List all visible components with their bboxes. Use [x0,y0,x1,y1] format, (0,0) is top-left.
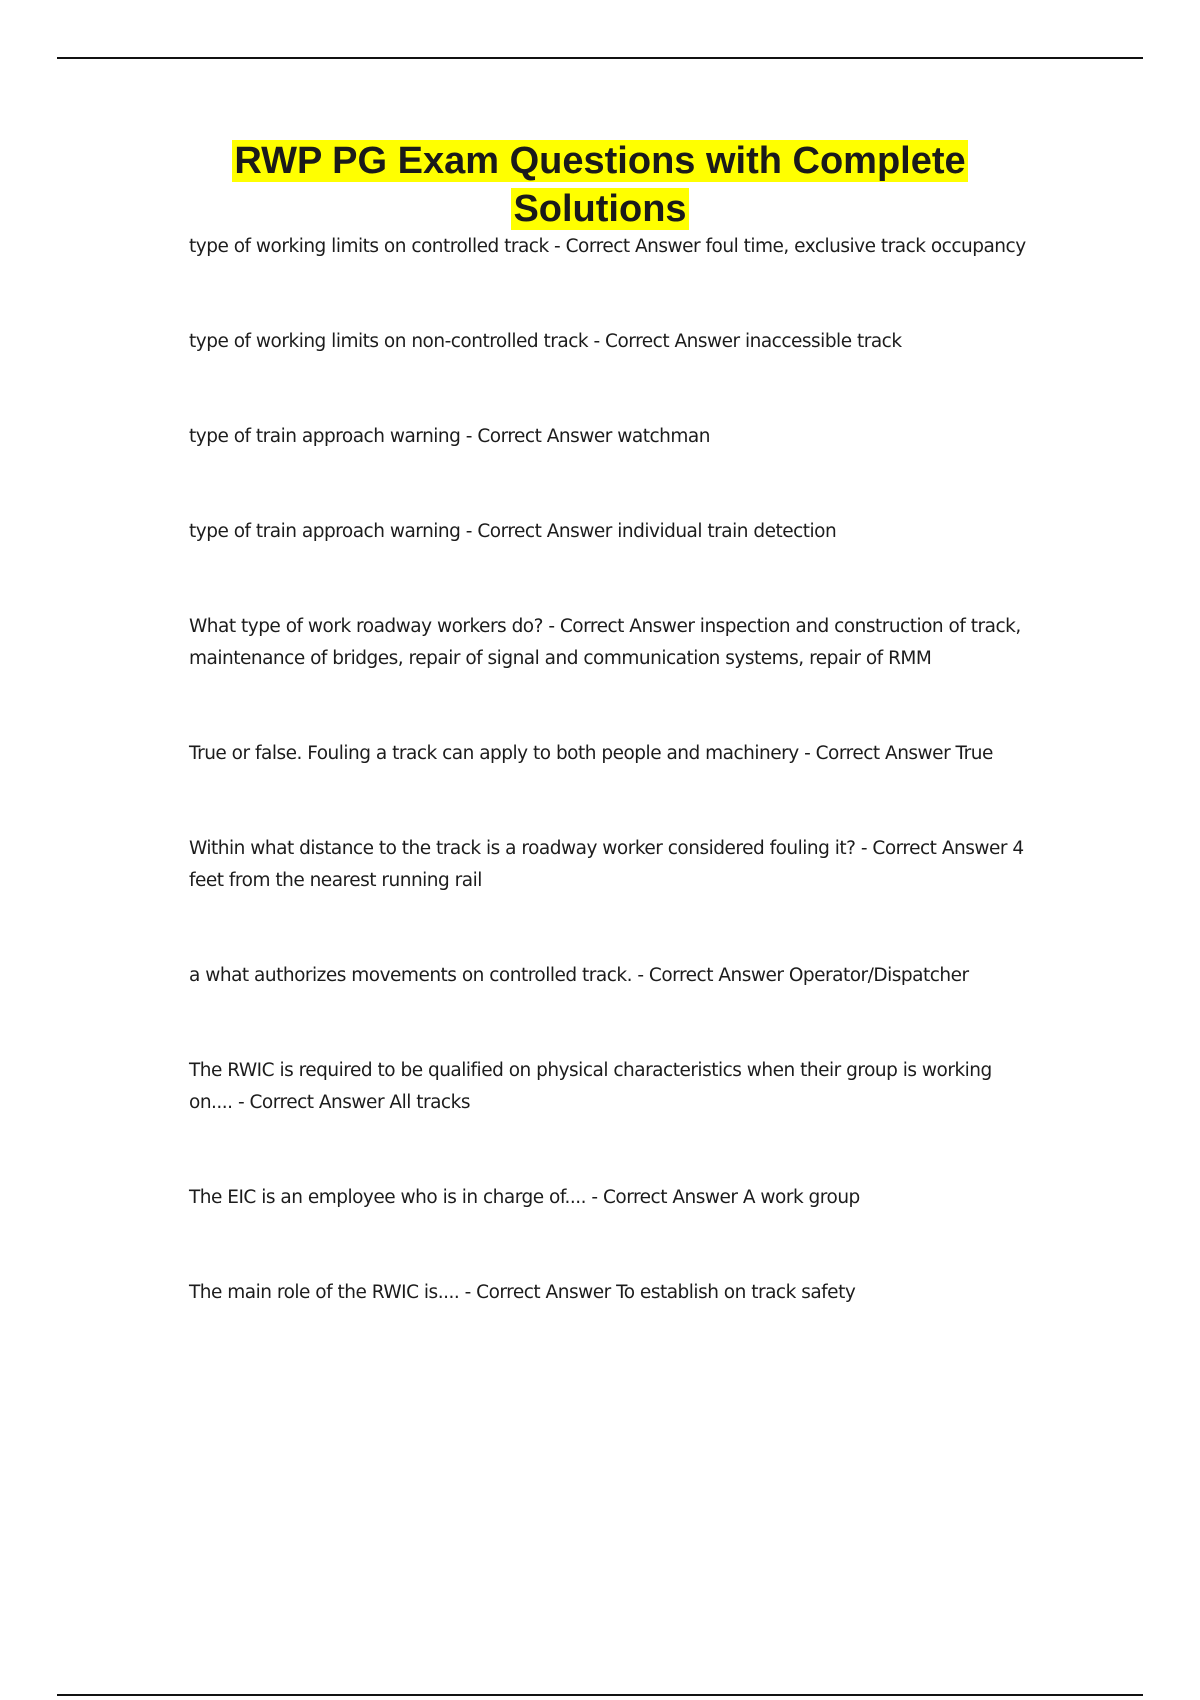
qa-item-5: What type of work roadway workers do? - Correct Answer inspection and construction of track, maintenance of bridges, repair of signal and communication systems, repair of RMM [189,616,1021,669]
question-answer-list [189,231,1039,1372]
qa-item-10: The EIC is an employee who is in charge of.... - Correct Answer A work group [189,1187,860,1208]
top-rule [57,57,1143,59]
qa-item-6: True or false. Fouling a track can apply to both people and machinery - Correct Answer True [189,743,993,764]
qa-item-9: The RWIC is required to be qualified on physical characteristics when their group is working on.... - Correct Answer All tracks [189,1060,992,1113]
qa-item-2: type of working limits on non-controlled track - Correct Answer inaccessible track [189,331,902,352]
qa-item-4: type of train approach warning - Correct Answer individual train detection [189,521,837,542]
document-title [150,137,1050,233]
document-title-text: RWP PG Exam Questions with Complete Solutions [234,140,966,230]
qa-item-3: type of train approach warning - Correct Answer watchman [189,426,710,447]
qa-item-1: type of working limits on controlled track - Correct Answer foul time, exclusive track occupancy [189,236,1026,257]
bottom-rule [57,1694,1143,1696]
qa-item-11: The main role of the RWIC is.... - Correct Answer To establish on track safety [189,1282,856,1303]
qa-item-7: Within what distance to the track is a roadway worker considered fouling it? - Correct Answer 4 feet from the nearest running rail [189,838,1024,891]
qa-item-8: a what authorizes movements on controlled track. - Correct Answer Operator/Dispatcher [189,965,969,986]
